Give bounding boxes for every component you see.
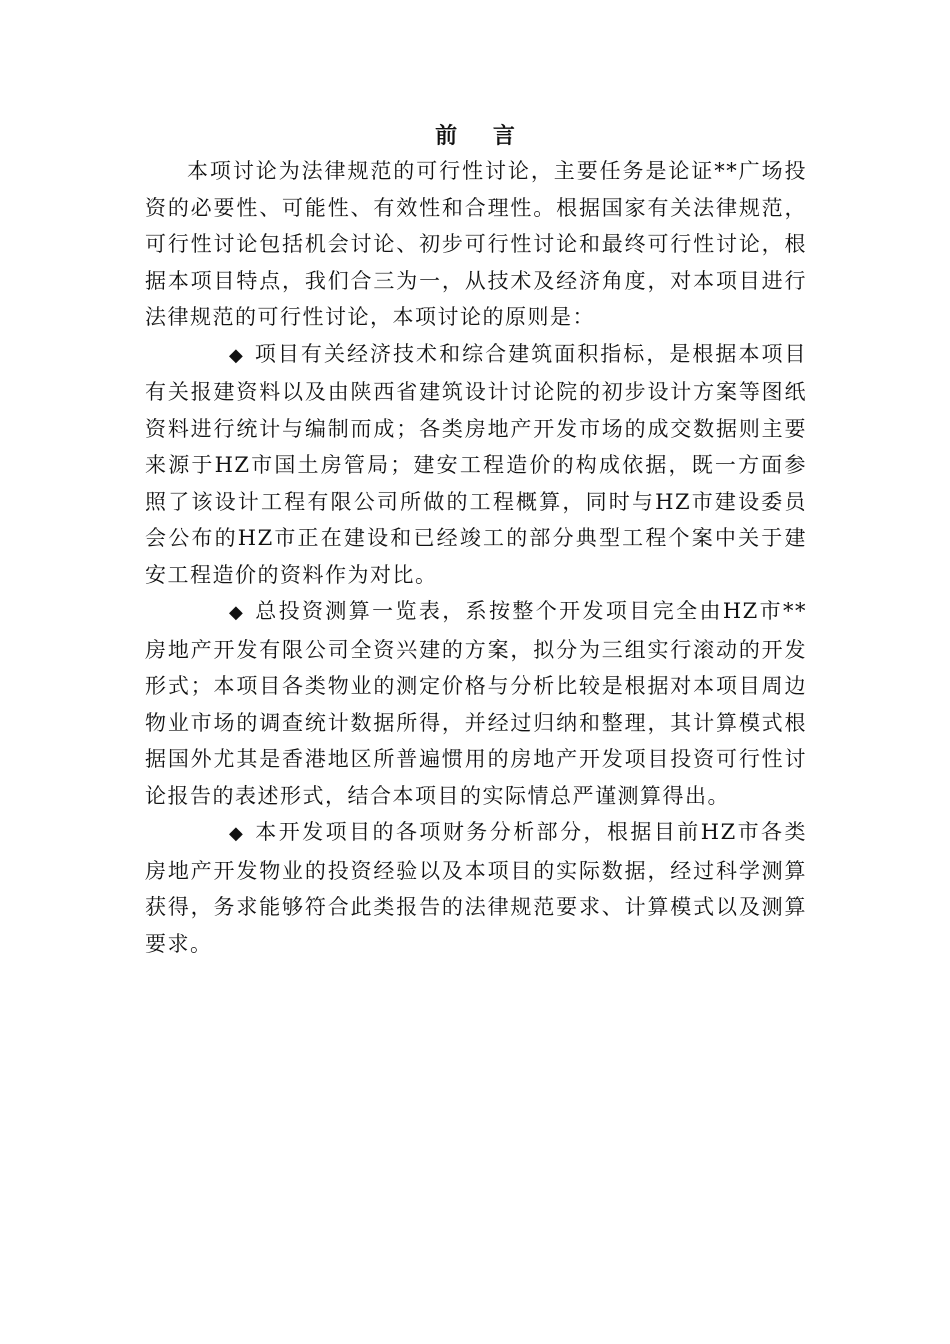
bullet-text-1: 项目有关经济技术和综合建筑面积指标，是根据本项目有关报建资料以及由陕西省建筑设计讨论院的初步设计方案等图纸资料进行统计与编制而成；各类房地产开发市场的成交数据则主要来源于HZ市国土房管局；建安工程造价的构成依据，既一方面参照了该设计工程有限公司所做的工程概算，同时与HZ市建设委员会公布的HZ市正在建设和已经竣工的部分典型工程个案中关于建安工程造价的资料作为对比。 [145,341,807,587]
bullet-text-2: 总投资测算一览表，系按整个开发项目完全由HZ市**房地产开发有限公司全资兴建的方案，拟分为三组实行滚动的开发形式；本项目各类物业的测定价格与分析比较是根据对本项目周边物业市场的调查统计数据所得，并经过归纳和整理，其计算模式根据国外尤其是香港地区所普遍惯用的房地产开发项目投资可行性讨论报告的表述形式，结合本项目的实际情总严谨测算得出。 [145,599,807,808]
diamond-bullet-icon: ◆ [229,823,245,844]
bullet-paragraph-2 [145,593,807,814]
bullet-paragraph-3 [145,814,807,962]
bullet-text-3: 本开发项目的各项财务分析部分，根据目前HZ市各类房地产开发物业的投资经验以及本项目的实际数据，经过科学测算获得，务求能够符合此类报告的法律规范要求、计算模式以及测算要求。 [145,820,807,956]
intro-paragraph: 本项讨论为法律规范的可行性讨论，主要任务是论证**广场投资的必要性、可能性、有效性和合理性。根据国家有关法律规范，可行性讨论包括机会讨论、初步可行性讨论和最终可行性讨论，根据本项目特点，我们合三为一，从技术及经济角度，对本项目进行法律规范的可行性讨论，本项讨论的原则是： [145,159,807,329]
diamond-bullet-icon: ◆ [229,344,245,366]
page-title: 前 言 [435,123,529,149]
bullet-paragraph-1 [145,336,807,594]
diamond-bullet-icon: ◆ [229,602,245,623]
document-body [145,153,807,962]
